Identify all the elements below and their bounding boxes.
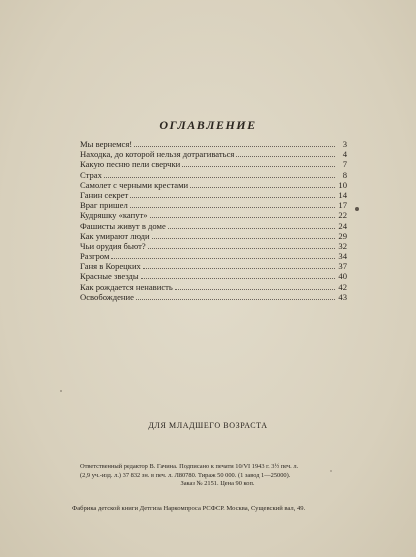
dot-leader <box>182 160 335 167</box>
dot-leader <box>130 191 335 198</box>
toc-entry-page: 7 <box>342 159 347 170</box>
toc-entry-title: Самолет с черными крестами <box>80 179 189 190</box>
imprint-line: Заказ № 2151. Цена 90 коп. <box>180 480 255 488</box>
toc-entry-title: Мы вернемся! <box>80 139 133 149</box>
imprint-line: Ответственный редактор В. Гачина. Подписано к печати 10/VI 1943 г. 3½ печ. л. <box>80 463 299 470</box>
toc-entry-page: 43 <box>338 291 347 302</box>
dot-leader <box>190 181 335 188</box>
toc-entry-page: 3 <box>342 139 347 149</box>
toc-entry-page: 42 <box>338 281 347 292</box>
printer-line: Фабрика детской книги Детгиза Наркомпроса РСФСР. Москва, Сущевский вал, 49. <box>72 505 306 512</box>
toc-entry-page: 32 <box>338 240 347 251</box>
toc-entry <box>80 210 347 220</box>
toc-entry-title: Ганя в Корецких <box>80 261 141 272</box>
toc-entry <box>80 221 347 231</box>
paper-speck <box>355 207 359 211</box>
paper-speck <box>330 470 332 472</box>
toc-entry-page: 37 <box>338 261 347 272</box>
toc-entry-title: Какую песню пели сверчки <box>80 159 181 170</box>
toc-entry <box>80 139 347 149</box>
toc-heading: ОГЛАВЛЕНИЕ <box>159 118 257 132</box>
toc-entry-page: 17 <box>338 200 347 211</box>
toc-entry <box>80 180 347 190</box>
toc-entry <box>80 271 347 281</box>
toc-entry-title: Враг пришел <box>80 200 128 211</box>
toc-entry <box>80 282 347 292</box>
toc-entry-title: Освобождение <box>80 291 134 302</box>
toc-entry-title: Находка, до которой нельзя дотрагиваться <box>80 149 235 160</box>
toc-entry <box>80 200 347 210</box>
toc-entry-title: Разгром <box>80 251 110 262</box>
toc-entry-title: Как рождается ненависть <box>80 281 173 292</box>
audience-note: ДЛЯ МЛАДШЕГО ВОЗРАСТА <box>148 421 268 430</box>
table-of-contents <box>80 139 347 302</box>
toc-entry-page: 34 <box>338 251 347 262</box>
toc-entry <box>80 170 347 180</box>
toc-entry-title: Фашисты живут в доме <box>80 220 166 231</box>
toc-entry <box>80 149 347 159</box>
toc-entry-page: 40 <box>338 271 347 282</box>
toc-entry-page: 29 <box>338 230 347 241</box>
toc-entry <box>80 292 347 302</box>
toc-entry-title: Как умирают люди <box>80 230 150 241</box>
toc-entry-title: Ганин секрет <box>80 189 129 200</box>
dot-leader <box>111 252 335 259</box>
paper-speck <box>60 390 62 392</box>
toc-entry <box>80 261 347 271</box>
dot-leader <box>130 201 335 208</box>
dot-leader <box>152 232 335 239</box>
toc-entry <box>80 190 347 200</box>
toc-entry-title: Кудряшку «капут» <box>80 210 148 221</box>
imprint-block <box>80 463 355 489</box>
toc-entry-page: 4 <box>342 149 347 160</box>
toc-entry <box>80 241 347 251</box>
imprint-line: (2,9 уч.-изд. л.) 37 832 зн. в печ. л. Л80780. Тираж 50 000. (1 завод 1—25000). <box>80 471 291 479</box>
dot-leader <box>104 171 335 178</box>
toc-entry-page: 14 <box>338 189 347 200</box>
toc-entry-title: Страх <box>80 169 102 180</box>
toc-entry-page: 24 <box>338 220 347 231</box>
dot-leader <box>236 150 335 157</box>
toc-entry <box>80 159 347 169</box>
toc-entry-page: 8 <box>342 169 347 180</box>
dot-leader <box>141 272 335 279</box>
dot-leader <box>134 140 335 147</box>
toc-entry-page: 22 <box>338 210 347 221</box>
toc-entry <box>80 251 347 261</box>
dot-leader <box>143 262 335 269</box>
toc-entry-title: Красные звезды <box>80 271 139 282</box>
dot-leader <box>148 242 335 249</box>
dot-leader <box>168 222 335 229</box>
toc-entry <box>80 231 347 241</box>
toc-entry-title: Чьи орудия бьют? <box>80 240 146 251</box>
dot-leader <box>136 293 335 300</box>
dot-leader <box>150 211 335 218</box>
toc-entry-page: 10 <box>338 179 347 190</box>
dot-leader <box>175 283 335 290</box>
